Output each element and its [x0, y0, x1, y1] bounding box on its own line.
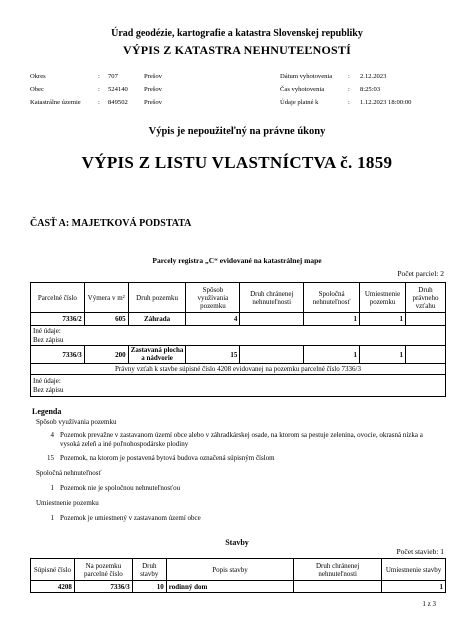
legend-item: Pozemok nie je spoločnou nehnuteľnosťou	[60, 484, 181, 492]
col-land-use: Spôsob využívania pozemku	[186, 283, 240, 313]
part-a-heading: ČASŤ A: MAJETKOVÁ PODSTATA	[30, 218, 192, 229]
time-value: 8:25:03	[360, 86, 381, 93]
buildings-header-row	[31, 559, 446, 581]
rights-note: Právny vzťah k stavbe súpisné číslo 4208 evidovanej na pozemku parcelné číslo 7336/3	[31, 364, 446, 375]
valid-value: 1.12.2023 18:00:00	[360, 99, 412, 106]
parcels-title: Parcely registra „C“ evidované na katastrálnej mape	[152, 256, 322, 265]
valid-label: Údaje platné k	[280, 99, 319, 106]
col-legal-type: Druh právneho vzťahu	[406, 283, 446, 313]
buildings-title: Stavby	[225, 538, 249, 547]
legend-item: Pozemok je umiestnený v zastavanom území obce	[60, 514, 201, 522]
table-row: 7336/3 200 Zastavaná plocha a nádvorie 15 1 1	[31, 346, 446, 364]
building-count: Počet stavieb: 1	[396, 547, 444, 556]
col-building-number: Súpisné číslo	[31, 559, 75, 581]
page-title: VÝPIS Z LISTU VLASTNÍCTVA č. 1859	[81, 153, 393, 172]
col-area: Výmera v m²	[84, 283, 128, 313]
col-building-placement: Umiestnenie stavby	[382, 559, 446, 581]
time-label: Čas vyhotovenia	[280, 86, 325, 93]
metadata-block: Okres : 707 Prešov Dátum vyhotovenia : 2.12.2023 Obec : 524140 Prešov Čas vyhotovenia : 8:25:03 Katastrálne územie : 849502 Prešov Údaje platné k : 1.12.2023 18:00:00	[30, 70, 444, 109]
table-row-note: Iné údaje: Bez zápisu	[31, 375, 446, 397]
obec-name: Prešov	[144, 86, 162, 93]
page-number: 1 z 3	[422, 600, 436, 608]
parcel-count: Počet parciel: 2	[397, 269, 444, 278]
col-common: Spoločná nehnuteľnosť	[304, 283, 360, 313]
legend-item: Pozemok prevažne v zastavanom území obce alebo v záhradkárskej osade, na ktorom sa pestuje zelenina, ovocie, okrasná nízka a vysoká zeleň a iné poľnohospodárske plodiny	[60, 431, 423, 448]
rights-note-row	[31, 364, 446, 375]
col-building-parcel: Na pozemku parcelné číslo	[74, 559, 132, 581]
parcels-header-row	[31, 283, 446, 313]
ku-label: Katastrálne územie	[30, 99, 81, 106]
notice-text: Výpis je nepoužiteľný na právne úkony	[148, 126, 326, 137]
legend-placement-heading: Umiestnenie pozemku	[36, 499, 99, 507]
legend-title: Legenda	[32, 407, 62, 416]
ku-name: Prešov	[144, 99, 162, 106]
date-value: 2.12.2023	[360, 73, 387, 80]
parcels-table	[30, 282, 446, 397]
buildings-table	[30, 558, 446, 593]
legend-use-heading: Spôsob využívania pozemku	[36, 418, 117, 426]
legend-block: Spôsob využívania pozemku 4 Pozemok prevažne v zastavanom území obce alebo v záhradkárskej osade, na ktorom sa pestuje zelenina, ovocie, okrasná nízka a vysoká zeleň a iné poľnohospodárske plodiny 15 Pozemok, na ktorom je postavená bytová budova označená súpisným číslom Spoločná nehnuteľnosť 1 Pozemok nie je spoločnou nehnuteľnosťou Umiestnenie pozemku 1 Pozemok je umiestnený v zastavanom území obce	[36, 418, 448, 538]
okres-name: Prešov	[144, 73, 162, 80]
table-row: 4208 7336/3 10 rodinný dom 1	[31, 581, 446, 593]
col-parcel-number: Parcelné číslo	[31, 283, 85, 313]
legend-item: Pozemok, na ktorom je postavená bytová budova označená súpisným číslom	[60, 454, 275, 462]
okres-code: 707	[108, 73, 118, 80]
col-land-type: Druh pozemku	[128, 283, 186, 313]
ku-code: 849502	[108, 99, 128, 106]
col-placement: Umiestnenie pozemku	[360, 283, 406, 313]
col-building-type: Druh stavby	[132, 559, 166, 581]
okres-label: Okres	[30, 73, 46, 80]
table-row: 7336/2 605 Záhrada 4 1 1	[31, 313, 446, 326]
office-name: Úrad geodézie, kartografie a katastra Slovenskej republiky	[111, 28, 363, 39]
date-label: Dátum vyhotovenia	[280, 73, 333, 80]
col-building-desc: Popis stavby	[166, 559, 294, 581]
col-building-protected: Druh chránenej nehnuteľnosti	[294, 559, 382, 581]
col-protected: Druh chránenej nehnuteľnosti	[240, 283, 304, 313]
document-type: VÝPIS Z KATASTRA NEHNUTEĽNOSTÍ	[123, 43, 351, 57]
obec-label: Obec	[30, 86, 44, 93]
legend-common-heading: Spoločná nehnuteľnosť	[36, 469, 102, 477]
obec-code: 524140	[108, 86, 128, 93]
table-row-note: Iné údaje: Bez zápisu	[31, 326, 446, 346]
